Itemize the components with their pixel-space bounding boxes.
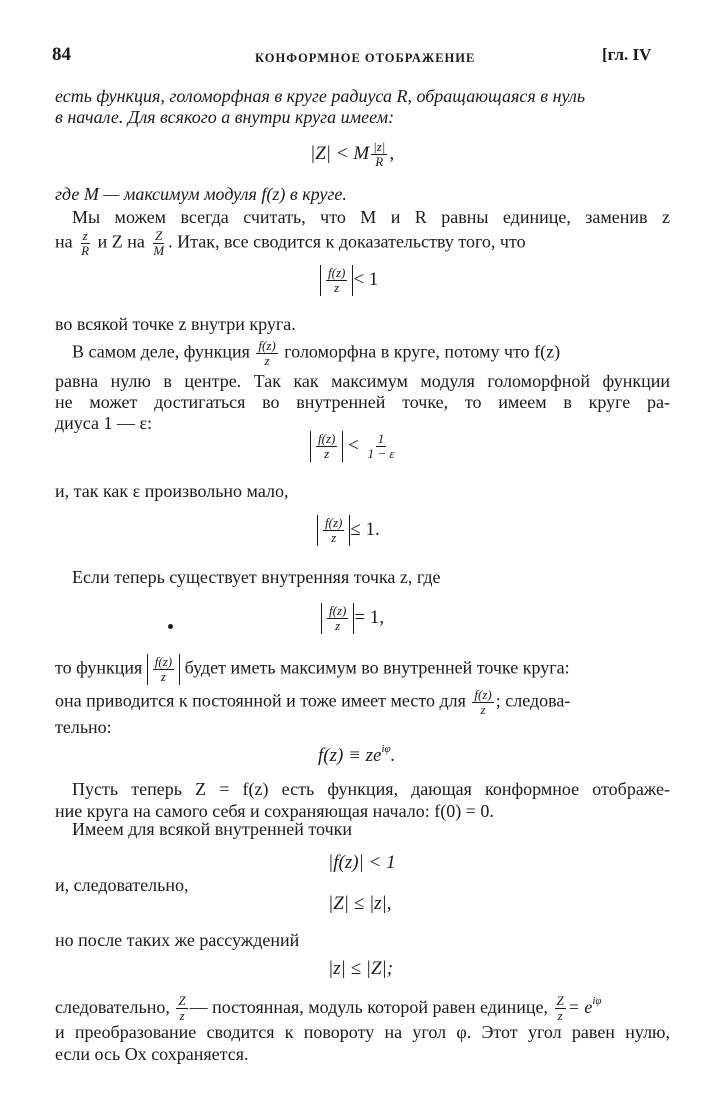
ink-dot [168,624,173,629]
text-line: на $\frac{z}{R}$ и Z на $\frac{Z}{M}$ . Итак, все сводится к доказательству того, что [55,228,526,258]
equation: |z| ≤ |Z|; [328,958,394,979]
text-line: равна нулю в центре. Так как максимум модуля голоморфной функции [55,371,670,391]
text-line: но после таких же рассуждений [55,930,300,950]
text-line: и, так как ε произвольно мало, [55,481,289,501]
text-line: Если теперь существует внутренняя точка z, где [72,567,441,587]
text-line: есть функция, голоморфная в круге радиуса R, обращающаяся в нуль [55,86,586,106]
text-line: она приводится к постоянной и тоже имеет место для $\frac{f(z)}{z}$ ; следова- [55,687,571,717]
equation: $\frac{f(z)}{z}$ = 1, [321,603,384,634]
text-line: во всякой точке z внутри круга. [55,314,296,334]
text-line: если ось Ox сохраняется. [55,1044,249,1064]
page-number: 84 [52,44,71,65]
text-line: следовательно, $\frac{Z}{z}$ — постоянная, модуль которой равен единице, $\frac{Z}{z}$ = $e^{i\varphi}$ [55,993,602,1024]
equation: $\frac{f(z)}{z}$ ≤ 1. [317,515,380,546]
running-title: КОНФОРМНОЕ ОТОБРАЖЕНИЕ [255,51,476,65]
text-line: и, следовательно, [55,875,189,895]
text-line: в начале. Для всякого a внутри круга имеем: [55,107,395,127]
equation: |Z| ≤ |z|, [328,893,392,914]
equation: $\frac{f(z)}{z}$ < $\frac{1}{1 - \varepsilon}$ [310,431,398,462]
text-line: то функция $\frac{f(z)}{z}$ будет иметь максимум во внутренней точке круга: [55,654,570,684]
text-line: не может достигаться во внутренней точке, то имеем в круге ра- [55,392,670,412]
text-line: ние круга на самого себя и сохраняющая начало: f(0) = 0. [55,801,494,821]
equation: $f(z) \equiv ze^{i\varphi}$. [318,743,396,766]
chapter-label: [гл. IV [602,45,652,64]
text-line: В самом деле, функция $\frac{f(z)}{z}$ голоморфна в круге, потому что f(z) [72,338,561,368]
text-line: и преобразование сводится к повороту на угол φ. Этот угол равен нулю, [55,1022,670,1042]
equation: $\frac{f(z)}{z}$ < 1 [320,265,378,296]
text-line: тельно: [55,717,112,737]
text-line: где M — максимум модуля f(z) в круге. [55,184,347,204]
text-line: диуса 1 — ε: [55,413,153,433]
equation: |f(z)| < 1 [328,852,396,873]
text-line: Пусть теперь Z = f(z) есть функция, дающая конформное отображе- [72,779,670,799]
text-line: Имеем для всякой внутренней точки [72,819,352,839]
equation: |Z| < M $\frac{|z|}{R}$ , [310,139,395,169]
text-line: Мы можем всегда считать, что M и R равны единице, заменив z [72,207,670,227]
